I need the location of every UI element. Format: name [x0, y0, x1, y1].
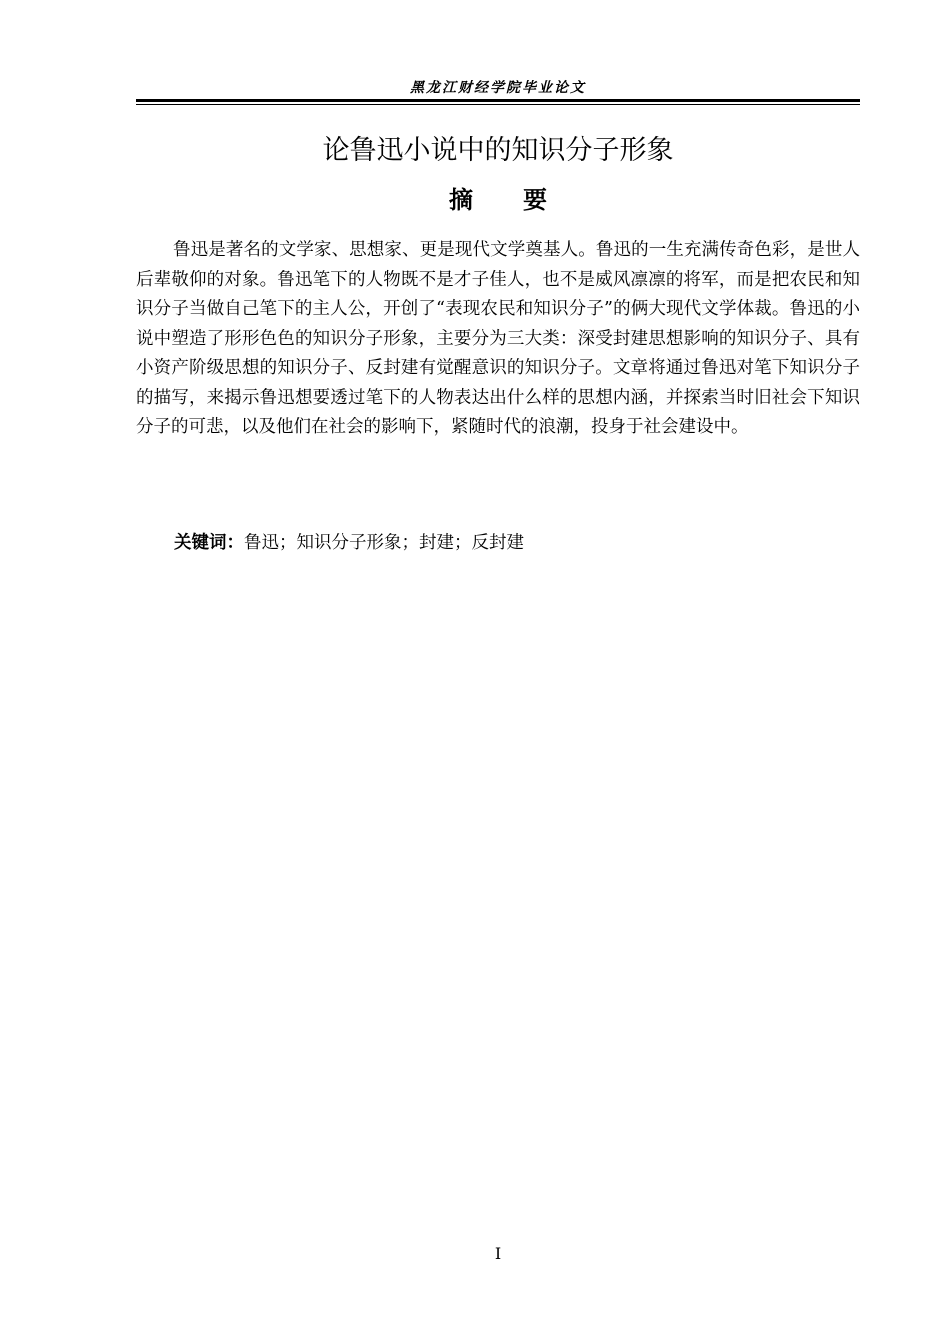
keywords-values: 鲁迅；知识分子形象；封建；反封建: [244, 533, 524, 553]
abstract-heading: 摘要: [449, 186, 597, 214]
running-header: 黑龙江财经学院毕业论文: [410, 80, 586, 96]
header-rule-thick: [136, 99, 860, 102]
page-number: I: [494, 1244, 502, 1263]
document-title: 论鲁迅小说中的知识分子形象: [322, 135, 674, 166]
header-rule-thin: [136, 104, 860, 105]
keywords-label: 关键词：: [174, 533, 244, 553]
abstract-body: 鲁迅是著名的文学家、思想家、更是现代文学奠基人。鲁迅的一生充满传奇色彩，是世人后辈敬仰的对象。鲁迅笔下的人物既不是才子佳人，也不是威风凛凛的将军，而是把农民和知识分子当做自己笔下的主人公，开创了“表现农民和知识分子”的俩大现代文学体裁。鲁迅的小说中塑造了形形色色的知识分子形象，主要分为三大类：深受封建思想影响的知识分子、具有小资产阶级思想的知识分子、反封建有觉醒意识的知识分子。文章将通过鲁迅对笔下知识分子的描写，来揭示鲁迅想要透过笔下的人物表达出什么样的思想内涵，并探索当时旧社会下知识分子的可悲，以及他们在社会的影响下，紧随时代的浪潮，投身于社会建设中。: [136, 240, 860, 437]
keywords-line: [174, 529, 860, 557]
